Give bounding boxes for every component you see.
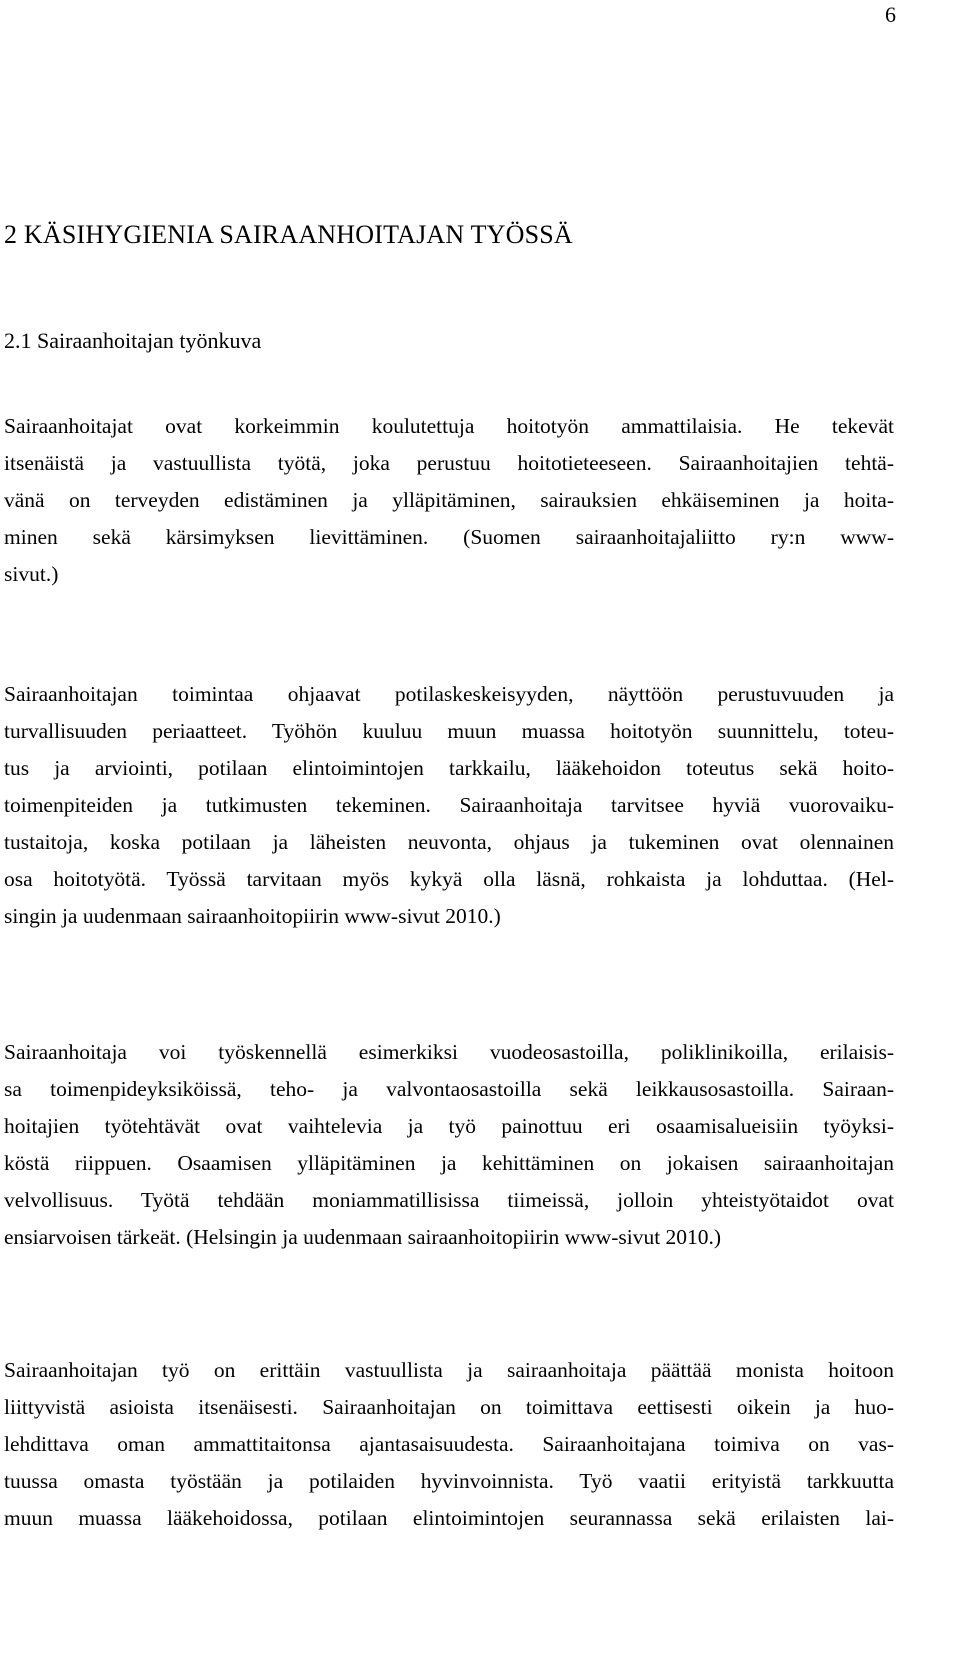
paragraph-line: toimenpiteiden ja tutkimusten tekeminen. Sairaanhoitaja tarvitsee hyviä vuorovaiku-	[4, 793, 894, 817]
paragraph-line: Sairaanhoitaja voi työskennellä esimerkiksi vuodeosastoilla, poliklinikoilla, erilaisis-	[4, 1040, 894, 1064]
paragraph-line: köstä riippuen. Osaamisen ylläpitäminen ja kehittäminen on jokaisen sairaanhoitajan	[4, 1151, 894, 1175]
paragraph-line: liittyvistä asioista itsenäisesti. Sairaanhoitajan on toimittava eettisesti oikein ja huo-	[4, 1395, 894, 1419]
paragraph-line: turvallisuuden periaatteet. Työhön kuuluu muun muassa hoitotyön suunnittelu, toteu-	[4, 719, 894, 743]
paragraph-1	[4, 408, 894, 593]
paragraph-line: sivut.)	[4, 562, 59, 586]
paragraph-line: tuussa omasta työstään ja potilaiden hyvinvoinnista. Työ vaatii erityistä tarkkuutta	[4, 1469, 894, 1493]
chapter-heading: 2 KÄSIHYGIENIA SAIRAANHOITAJAN TYÖSSÄ	[4, 220, 573, 249]
paragraph-line: vänä on terveyden edistäminen ja ylläpitäminen, sairauksien ehkäiseminen ja hoita-	[4, 488, 894, 512]
paragraph-line: velvollisuus. Työtä tehdään moniammatillisissa tiimeissä, jolloin yhteistyötaidot ovat	[4, 1188, 894, 1212]
section-heading: 2.1 Sairaanhoitajan työnkuva	[4, 328, 262, 353]
paragraph-line: minen sekä kärsimyksen lievittäminen. (Suomen sairaanhoitajaliitto ry:n www-	[4, 525, 894, 549]
paragraph-line: tus ja arviointi, potilaan elintoimintojen tarkkailu, lääkehoidon toteutus sekä hoito-	[4, 756, 894, 780]
paragraph-line: lehdittava oman ammattitaitonsa ajantasaisuudesta. Sairaanhoitajana toimiva on vas-	[4, 1432, 894, 1456]
paragraph-line: singin ja uudenmaan sairaanhoitopiirin www-sivut 2010.)	[4, 904, 501, 928]
paragraph-line: hoitajien työtehtävät ovat vaihtelevia ja työ painottuu eri osaamisalueisiin työyksi-	[4, 1114, 894, 1138]
paragraph-line: muun muassa lääkehoidossa, potilaan elintoimintojen seurannassa sekä erilaisten lai-	[4, 1506, 894, 1530]
page-number: 6	[885, 2, 896, 27]
paragraph-line: Sairaanhoitajan työ on erittäin vastuullista ja sairaanhoitaja päättää monista hoitoon	[4, 1358, 894, 1382]
paragraph-3	[4, 1034, 894, 1256]
paragraph-line: Sairaanhoitajan toimintaa ohjaavat potilaskeskeisyyden, näyttöön perustuvuuden ja	[4, 682, 894, 706]
paragraph-line: osa hoitotyötä. Työssä tarvitaan myös kykyä olla läsnä, rohkaista ja lohduttaa. (Hel-	[4, 867, 894, 891]
paragraph-line: Sairaanhoitajat ovat korkeimmin koulutettuja hoitotyön ammattilaisia. He tekevät	[4, 414, 894, 438]
paragraph-line: ensiarvoisen tärkeät. (Helsingin ja uudenmaan sairaanhoitopiirin www-sivut 2010.)	[4, 1225, 722, 1249]
paragraph-line: tustaitoja, koska potilaan ja läheisten neuvonta, ohjaus ja tukeminen ovat olennainen	[4, 830, 894, 854]
paragraph-2	[4, 676, 894, 935]
paragraph-line: itsenäistä ja vastuullista työtä, joka perustuu hoitotieteeseen. Sairaanhoitajien tehtä-	[4, 451, 894, 475]
paragraph-line: sa toimenpideyksiköissä, teho- ja valvontaosastoilla sekä leikkausosastoilla. Sairaan-	[4, 1077, 894, 1101]
paragraph-4	[4, 1352, 894, 1537]
